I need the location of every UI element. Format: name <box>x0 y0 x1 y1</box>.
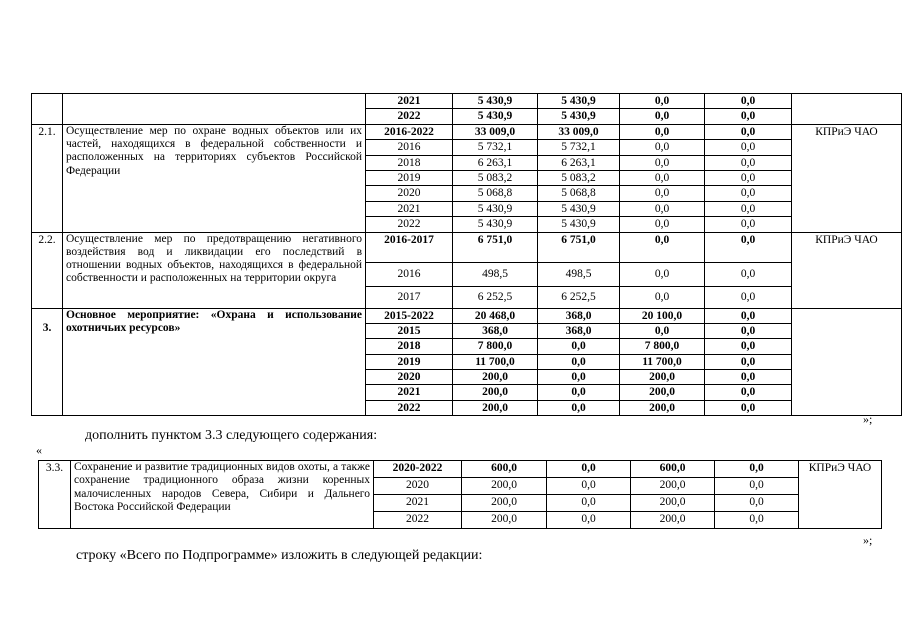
federal-cell: 5 430,9 <box>538 201 620 216</box>
regional-cell: 200,0 <box>631 512 715 529</box>
total-cell: 5 430,9 <box>453 109 538 124</box>
total-cell: 5 068,8 <box>453 186 538 201</box>
other-cell: 0,0 <box>705 385 792 400</box>
paragraph-total-line: строку «Всего по Подпрограмме» изложить в следующей редакции: <box>76 548 483 563</box>
total-cell: 33 009,0 <box>453 124 538 139</box>
total-cell: 5 732,1 <box>453 140 538 155</box>
total-cell: 200,0 <box>453 370 538 385</box>
year-cell: 2021 <box>366 385 453 400</box>
other-cell: 0,0 <box>705 323 792 338</box>
executor-cell <box>792 94 902 125</box>
other-cell: 0,0 <box>705 339 792 354</box>
year-cell: 2016 <box>366 140 453 155</box>
year-cell: 2020 <box>366 370 453 385</box>
table-row <box>32 308 902 323</box>
table-row <box>32 124 902 139</box>
item-number: 2.2. <box>32 232 63 308</box>
year-cell: 2019 <box>366 354 453 369</box>
year-cell: 2021 <box>366 94 453 109</box>
regional-cell: 0,0 <box>620 186 705 201</box>
regional-cell: 0,0 <box>620 201 705 216</box>
other-cell: 0,0 <box>715 512 799 529</box>
regional-cell: 200,0 <box>631 495 715 512</box>
federal-cell: 5 068,8 <box>538 186 620 201</box>
table-row <box>39 461 882 478</box>
other-cell: 0,0 <box>705 186 792 201</box>
total-cell: 368,0 <box>453 323 538 338</box>
year-cell: 2021 <box>374 495 462 512</box>
total-cell: 5 083,2 <box>453 170 538 185</box>
federal-cell: 0,0 <box>538 339 620 354</box>
year-cell: 2015 <box>366 323 453 338</box>
federal-cell: 5 430,9 <box>538 217 620 232</box>
other-cell: 0,0 <box>715 478 799 495</box>
federal-cell: 5 083,2 <box>538 170 620 185</box>
total-cell: 200,0 <box>462 512 547 529</box>
year-cell: 2022 <box>366 400 453 415</box>
other-cell: 0,0 <box>705 94 792 109</box>
year-cell: 2019 <box>366 170 453 185</box>
number-cell <box>32 94 63 125</box>
total-cell: 200,0 <box>453 385 538 400</box>
other-cell: 0,0 <box>705 109 792 124</box>
regional-cell: 0,0 <box>620 94 705 109</box>
regional-cell: 0,0 <box>620 232 705 262</box>
other-cell: 0,0 <box>705 170 792 185</box>
item-description: Осуществление мер по предотвращению негативного воздействия вод и ликвидации его последствий в отношении водных объектов, находящихся в федеральной собственности и расположенных на территории округа <box>63 232 366 308</box>
year-cell: 2018 <box>366 155 453 170</box>
executor-cell: КПРиЭ ЧАО <box>799 461 882 529</box>
federal-cell: 5 430,9 <box>538 109 620 124</box>
description-cell <box>63 94 366 125</box>
other-cell: 0,0 <box>705 286 792 308</box>
regional-cell: 200,0 <box>631 478 715 495</box>
item-number: 3. <box>32 308 63 416</box>
other-cell: 0,0 <box>705 232 792 262</box>
year-cell: 2022 <box>366 109 453 124</box>
federal-cell: 368,0 <box>538 308 620 323</box>
total-cell: 5 430,9 <box>453 201 538 216</box>
regional-cell: 0,0 <box>620 286 705 308</box>
total-cell: 5 430,9 <box>453 94 538 109</box>
year-cell: 2016-2022 <box>366 124 453 139</box>
other-cell: 0,0 <box>705 370 792 385</box>
regional-cell: 0,0 <box>620 140 705 155</box>
year-cell: 2020 <box>366 186 453 201</box>
year-cell: 2021 <box>366 201 453 216</box>
other-cell: 0,0 <box>705 308 792 323</box>
year-cell: 2018 <box>366 339 453 354</box>
open-quote: « <box>36 443 42 457</box>
regional-cell: 200,0 <box>620 385 705 400</box>
regional-cell: 7 800,0 <box>620 339 705 354</box>
regional-cell: 200,0 <box>620 400 705 415</box>
paragraph-add-item: дополнить пунктом 3.3 следующего содержания: <box>85 428 378 443</box>
federal-cell: 0,0 <box>547 461 631 478</box>
year-cell: 2022 <box>374 512 462 529</box>
other-cell: 0,0 <box>705 124 792 139</box>
item-description: Основное мероприятие: «Охрана и использование охотничьих ресурсов» <box>63 308 366 416</box>
federal-cell: 6 263,1 <box>538 155 620 170</box>
federal-cell: 5 430,9 <box>538 94 620 109</box>
total-cell: 6 252,5 <box>453 286 538 308</box>
year-cell: 2016-2017 <box>366 232 453 262</box>
item-description: Осуществление мер по охране водных объектов или их частей, находящихся в федеральной собственности и расположенных на территориях субъектов Российской Федерации <box>63 124 366 232</box>
year-cell: 2022 <box>366 217 453 232</box>
item-number: 2.1. <box>32 124 63 232</box>
regional-cell: 0,0 <box>620 109 705 124</box>
total-cell: 11 700,0 <box>453 354 538 369</box>
total-cell: 200,0 <box>453 400 538 415</box>
federal-cell: 498,5 <box>538 262 620 286</box>
federal-cell: 6 252,5 <box>538 286 620 308</box>
regional-cell: 0,0 <box>620 217 705 232</box>
federal-cell: 33 009,0 <box>538 124 620 139</box>
regional-cell: 200,0 <box>620 370 705 385</box>
total-cell: 498,5 <box>453 262 538 286</box>
total-cell: 20 468,0 <box>453 308 538 323</box>
close-quote: »; <box>863 412 873 426</box>
total-cell: 600,0 <box>462 461 547 478</box>
regional-cell: 0,0 <box>620 124 705 139</box>
other-cell: 0,0 <box>705 354 792 369</box>
item-description: Сохранение и развитие традиционных видов охоты, а также сохранение традиционного образа жизни коренных малочисленных народов Севера, Сибири и Дальнего Востока Российской Федерации <box>71 461 374 529</box>
executor-cell <box>792 308 902 416</box>
table-row <box>32 94 902 109</box>
item-number: 3.3. <box>39 461 71 529</box>
regional-cell: 0,0 <box>620 323 705 338</box>
regional-cell: 0,0 <box>620 155 705 170</box>
federal-cell: 0,0 <box>538 385 620 400</box>
year-cell: 2020 <box>374 478 462 495</box>
total-cell: 6 751,0 <box>453 232 538 262</box>
other-cell: 0,0 <box>705 140 792 155</box>
year-cell: 2020-2022 <box>374 461 462 478</box>
regional-cell: 600,0 <box>631 461 715 478</box>
added-item-table-body <box>39 461 882 529</box>
executor-cell: КПРиЭ ЧАО <box>792 124 902 232</box>
regional-cell: 11 700,0 <box>620 354 705 369</box>
executor-cell: КПРиЭ ЧАО <box>792 232 902 308</box>
other-cell: 0,0 <box>715 495 799 512</box>
other-cell: 0,0 <box>705 155 792 170</box>
added-item-table <box>38 460 882 529</box>
federal-cell: 5 732,1 <box>538 140 620 155</box>
table-row <box>32 232 902 262</box>
year-cell: 2015-2022 <box>366 308 453 323</box>
federal-cell: 6 751,0 <box>538 232 620 262</box>
program-table <box>31 93 902 416</box>
federal-cell: 0,0 <box>547 495 631 512</box>
federal-cell: 0,0 <box>547 478 631 495</box>
close-quote-2: »; <box>863 533 873 547</box>
regional-cell: 0,0 <box>620 170 705 185</box>
other-cell: 0,0 <box>715 461 799 478</box>
total-cell: 6 263,1 <box>453 155 538 170</box>
year-cell: 2017 <box>366 286 453 308</box>
other-cell: 0,0 <box>705 400 792 415</box>
total-cell: 5 430,9 <box>453 217 538 232</box>
regional-cell: 0,0 <box>620 262 705 286</box>
total-cell: 200,0 <box>462 478 547 495</box>
federal-cell: 0,0 <box>538 400 620 415</box>
federal-cell: 0,0 <box>547 512 631 529</box>
program-table-body <box>32 94 902 416</box>
federal-cell: 0,0 <box>538 370 620 385</box>
total-cell: 200,0 <box>462 495 547 512</box>
regional-cell: 20 100,0 <box>620 308 705 323</box>
other-cell: 0,0 <box>705 201 792 216</box>
federal-cell: 0,0 <box>538 354 620 369</box>
total-cell: 7 800,0 <box>453 339 538 354</box>
other-cell: 0,0 <box>705 217 792 232</box>
year-cell: 2016 <box>366 262 453 286</box>
other-cell: 0,0 <box>705 262 792 286</box>
federal-cell: 368,0 <box>538 323 620 338</box>
